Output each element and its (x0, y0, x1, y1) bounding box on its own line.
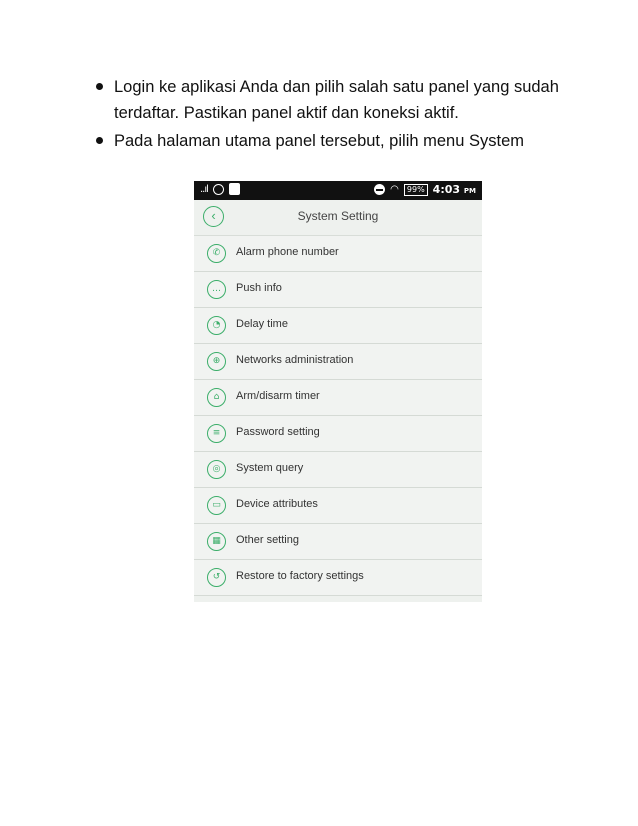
clock-icon: ◔ (207, 316, 226, 335)
bullet-dot-icon (96, 137, 103, 144)
menu-item-label: System query (236, 462, 304, 474)
menu-item-label: Alarm phone number (236, 246, 339, 258)
header (194, 200, 482, 236)
menu-item-restore-factory-settings[interactable] (194, 560, 482, 596)
instruction-list (96, 74, 576, 156)
page-title: System Setting (297, 209, 379, 223)
do-not-disturb-icon (374, 184, 385, 195)
menu-item-label: Device attributes (236, 498, 318, 510)
key-icon: ≡ (207, 424, 226, 443)
bullet-item (96, 128, 576, 154)
globe-icon: ⊕ (207, 352, 226, 371)
lock-icon: ⌂ (207, 388, 226, 407)
menu-item-label: Networks administration (236, 354, 354, 366)
menu-item-label: Other setting (236, 534, 299, 546)
back-button[interactable]: ‹ (203, 206, 224, 227)
menu-item-device-attributes[interactable] (194, 488, 482, 524)
bullet-text: Login ke aplikasi Anda dan pilih salah satu panel yang sudah terdaftar. Pastikan panel aktif dan koneksi aktif. (114, 78, 559, 122)
menu-item-label: Push info (236, 282, 282, 294)
whatsapp-icon (213, 184, 224, 195)
menu-item-networks-administration[interactable] (194, 344, 482, 380)
battery-indicator: 99% (404, 184, 428, 196)
bullet-dot-icon (96, 83, 103, 90)
menu-item-label: Arm/disarm timer (236, 390, 320, 402)
wifi-icon: ◠ (390, 184, 399, 195)
menu-item-delay-time[interactable] (194, 308, 482, 344)
menu-item-system-query[interactable] (194, 452, 482, 488)
query-icon: ◎ (207, 460, 226, 479)
menu-item-label: Delay time (236, 318, 288, 330)
menu-item-arm-disarm-timer[interactable] (194, 380, 482, 416)
menu-item-label: Restore to factory settings (236, 570, 364, 582)
message-icon: … (207, 280, 226, 299)
grid-icon: ▦ (207, 532, 226, 551)
menu-item-push-info[interactable] (194, 272, 482, 308)
menu-item-password-setting[interactable] (194, 416, 482, 452)
restore-icon: ↺ (207, 568, 226, 587)
notification-icon (229, 183, 240, 195)
device-icon: ▭ (207, 496, 226, 515)
signal-icon: ..ıl (200, 183, 208, 195)
bullet-text: Pada halaman utama panel tersebut, pilih menu System (114, 132, 524, 150)
phone-icon: ✆ (207, 244, 226, 263)
menu-item-label: Password setting (236, 426, 320, 438)
status-bar (194, 181, 482, 200)
menu-item-alarm-phone-number[interactable] (194, 236, 482, 272)
bullet-item (96, 74, 576, 126)
app-screenshot (194, 181, 482, 602)
clock: 4:03 PM (432, 183, 476, 196)
settings-menu (194, 236, 482, 596)
menu-item-other-setting[interactable] (194, 524, 482, 560)
